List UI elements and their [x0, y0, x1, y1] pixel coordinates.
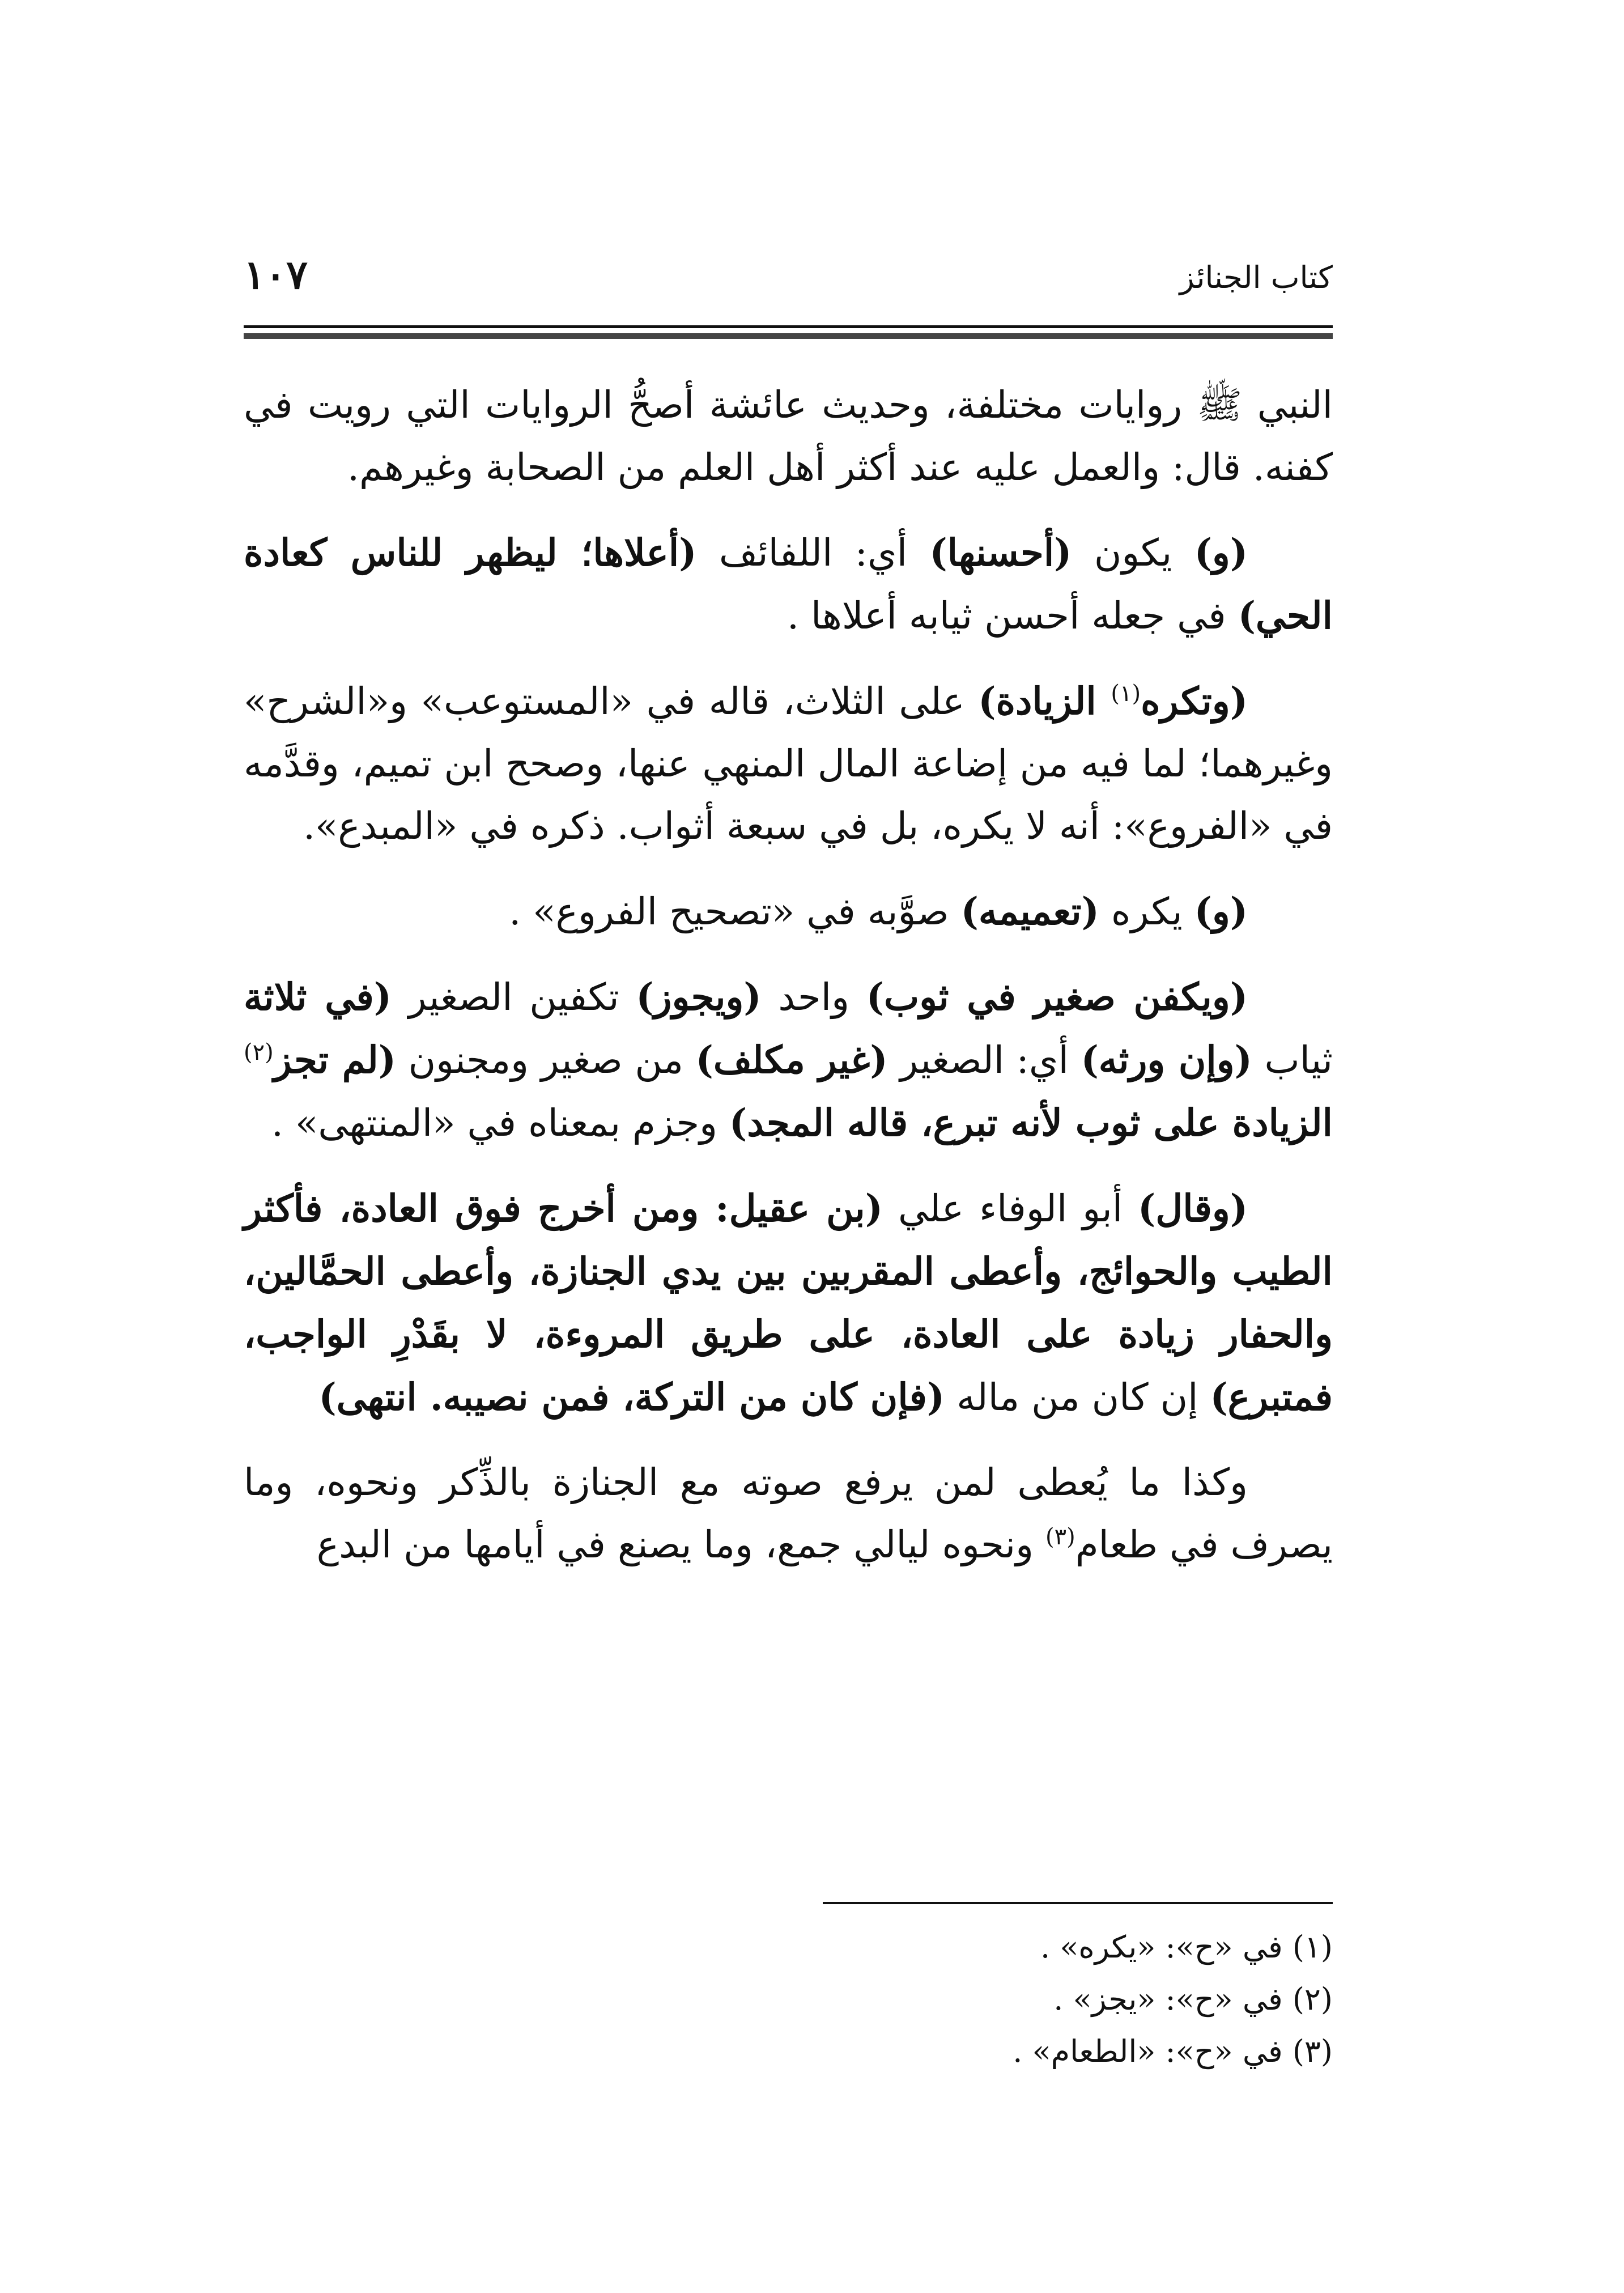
sharh-text: يكون [1072, 531, 1194, 575]
matn-text: (وتكره [1141, 679, 1248, 723]
matn-text: الزيادة) [978, 679, 1111, 723]
matn-text: (و) [1194, 530, 1248, 575]
footnote-ref-1: (١) [1111, 681, 1141, 707]
matn-text: (غير مكلف) [695, 1038, 888, 1082]
sharh-text: واحد [761, 975, 866, 1019]
matn-text: (لم تجز [273, 1038, 396, 1082]
matn-text: الزيادة على ثوب لأنه تبرع، قاله المجد) [729, 1101, 1333, 1145]
paragraph-4 [244, 880, 1333, 943]
sharh-text: ونحوه ليالي جمع، وما يصنع في أيامها من البدع [316, 1523, 1045, 1566]
sharh-text: تكفين الصغير [392, 975, 636, 1019]
sharh-text: على الثلاث، قاله في «المستوعب» و«الشرح» وغيرهما؛ لما فيه من إضاعة المال المنهي عنها، وصحح ابن تميم، وقدَّمه في «الفروع»: أنه لا يكره، بل في سبعة أثواب. ذكره في «المبدع». [244, 680, 1333, 848]
paragraph-2 [244, 521, 1333, 647]
page-header [244, 244, 1333, 312]
paragraph-6 [244, 1177, 1333, 1429]
footnote-ref-2: (٢) [244, 1039, 274, 1065]
sharh-text: أي: الصغير [887, 1038, 1081, 1082]
footnote-ref-3: (٣) [1045, 1524, 1075, 1550]
body-text [244, 374, 1333, 1599]
matn-text: (فإن كان من التركة، فمن نصيبه. انتهى) [318, 1375, 945, 1419]
sharh-text: يكره [1099, 890, 1194, 933]
sharh-text: وجزم بمعناه في «المنتهى» . [271, 1101, 729, 1145]
sharh-text: في جعله أحسن ثيابه أعلاها . [787, 594, 1238, 638]
sharh-text: صوَّبه في «تصحيح الفروع» . [509, 890, 961, 933]
footnote-1: (١) في «ح»: «يكره» . [1040, 1929, 1333, 1965]
paragraph-3 [244, 670, 1333, 857]
matn-text: (أعلاها؛ ليظهر للناس كعادة الحي) [244, 530, 1333, 638]
matn-text: (في ثلاثة [244, 975, 392, 1019]
chapter-title: كتاب الجنائز [1179, 260, 1333, 295]
footnotes [567, 1921, 1333, 2078]
matn-text: (ويكفن صغير في ثوب) [866, 975, 1248, 1019]
matn-text: (أحسنها) [929, 530, 1072, 575]
matn-text: (وإن ورثه) [1081, 1038, 1252, 1082]
sharh-text: إن كان من ماله [945, 1375, 1210, 1419]
sharh-text: أي: اللفائف [696, 531, 930, 575]
paragraph-7 [244, 1451, 1333, 1576]
matn-text: (و) [1194, 889, 1248, 933]
paragraph-1: النبي ﷺ روايات مختلفة، وحديث عائشة أصحُّ الروايات التي رويت في كفنه. قال: والعمل عليه عند أكثر أهل العلم من الصحابة وغيرهم. [244, 383, 1333, 489]
sharh-text: أبو الوفاء علي [883, 1187, 1138, 1230]
sharh-text: من صغير ومجنون [396, 1038, 696, 1082]
header-rule-thick [244, 333, 1333, 339]
matn-text: (وقال) [1138, 1186, 1248, 1230]
page-number: ١٠٧ [244, 251, 308, 298]
sharh-text: وكذا ما يُعطى لمن يرفع صوته مع الجنازة بالذِّكر ونحوه، وما يصرف في طعام [244, 1460, 1333, 1566]
footnote-3: (٣) في «ح»: «الطعام» . [1013, 2033, 1333, 2069]
paragraph-5 [244, 966, 1333, 1154]
header-rule [244, 325, 1333, 328]
footnote-separator [823, 1902, 1333, 1904]
matn-text: (بن عقيل: ومن أخرج فوق العادة، فأكثر الطيب والحوائج، وأعطى المقربين بين يدي الجنازة، وأعطى الحمَّالين، والحفار زيادة على العادة، على طريق المروءة، لا بقَدْرِ الواجب، فمتبرع) [244, 1186, 1333, 1419]
sharh-text: ثياب [1252, 1038, 1333, 1082]
matn-text: (تعميمه) [960, 889, 1099, 933]
footnote-2: (٢) في «ح»: «يجز» . [1053, 1981, 1333, 2017]
matn-text: (ويجوز) [636, 975, 762, 1019]
